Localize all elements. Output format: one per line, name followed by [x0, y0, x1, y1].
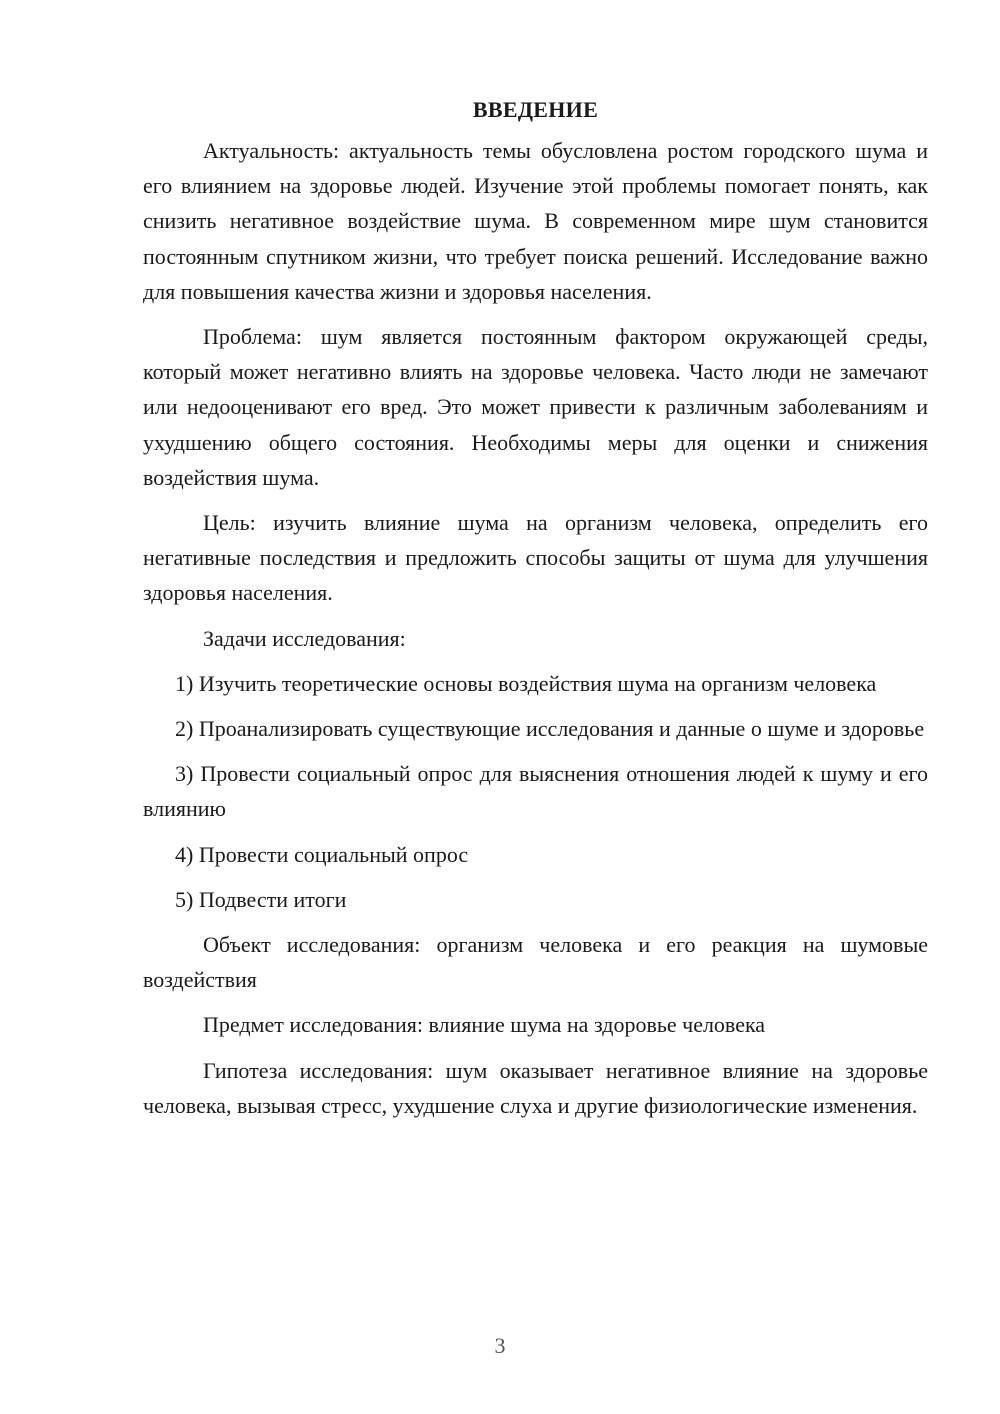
- research-object-paragraph: Объект исследования: организм человека и его реакция на шумовые воздействия: [143, 932, 928, 993]
- hypothesis-paragraph: Гипотеза исследования: шум оказывает негативное влияние на здоровье человека, вызывая стресс, ухудшение слуха и другие физиологические изменения.: [143, 1057, 928, 1118]
- problem-paragraph: Проблема: шум является постоянным фактором окружающей среды, который может негативно влиять на здоровье человека. Часто люди не замечают или недооценивают его вред. Это может привести к различным заболеваниям и ухудшению общего состояния. Необходимы меры для оценки и снижения воздействия шума.: [143, 324, 928, 490]
- task-item-1: 1) Изучить теоретические основы воздействия шума на организм человека: [175, 670, 877, 696]
- task-item-4: 4) Провести социальный опрос: [175, 841, 469, 867]
- page-content: [143, 92, 928, 1123]
- goal-paragraph: Цель: изучить влияние шума на организм человека, определить его негативные последствия и предложить способы защиты от шума для улучшения здоровья населения.: [143, 510, 928, 606]
- research-subject-paragraph: Предмет исследования: влияние шума на здоровье человека: [203, 1012, 766, 1038]
- task-item-3: 3) Провести социальный опрос для выяснения отношения людей к шуму и его влиянию: [143, 761, 928, 822]
- tasks-heading: Задачи исследования:: [203, 625, 406, 651]
- page-number: 3: [494, 1333, 506, 1358]
- section-title: ВВЕДЕНИЕ: [472, 97, 599, 122]
- task-item-2: 2) Проанализировать существующие исследования и данные о шуме и здоровье: [175, 716, 925, 742]
- task-item-5: 5) Подвести итоги: [175, 886, 347, 912]
- relevance-paragraph: Актуальность: актуальность темы обусловлена ростом городского шума и его влиянием на здоровье людей. Изучение этой проблемы помогает понять, как снизить негативное воздействие шума. В современном мире шум становится постоянным спутником жизни, что требует поиска решений. Исследование важно для повышения качества жизни и здоровья населения.: [143, 138, 928, 304]
